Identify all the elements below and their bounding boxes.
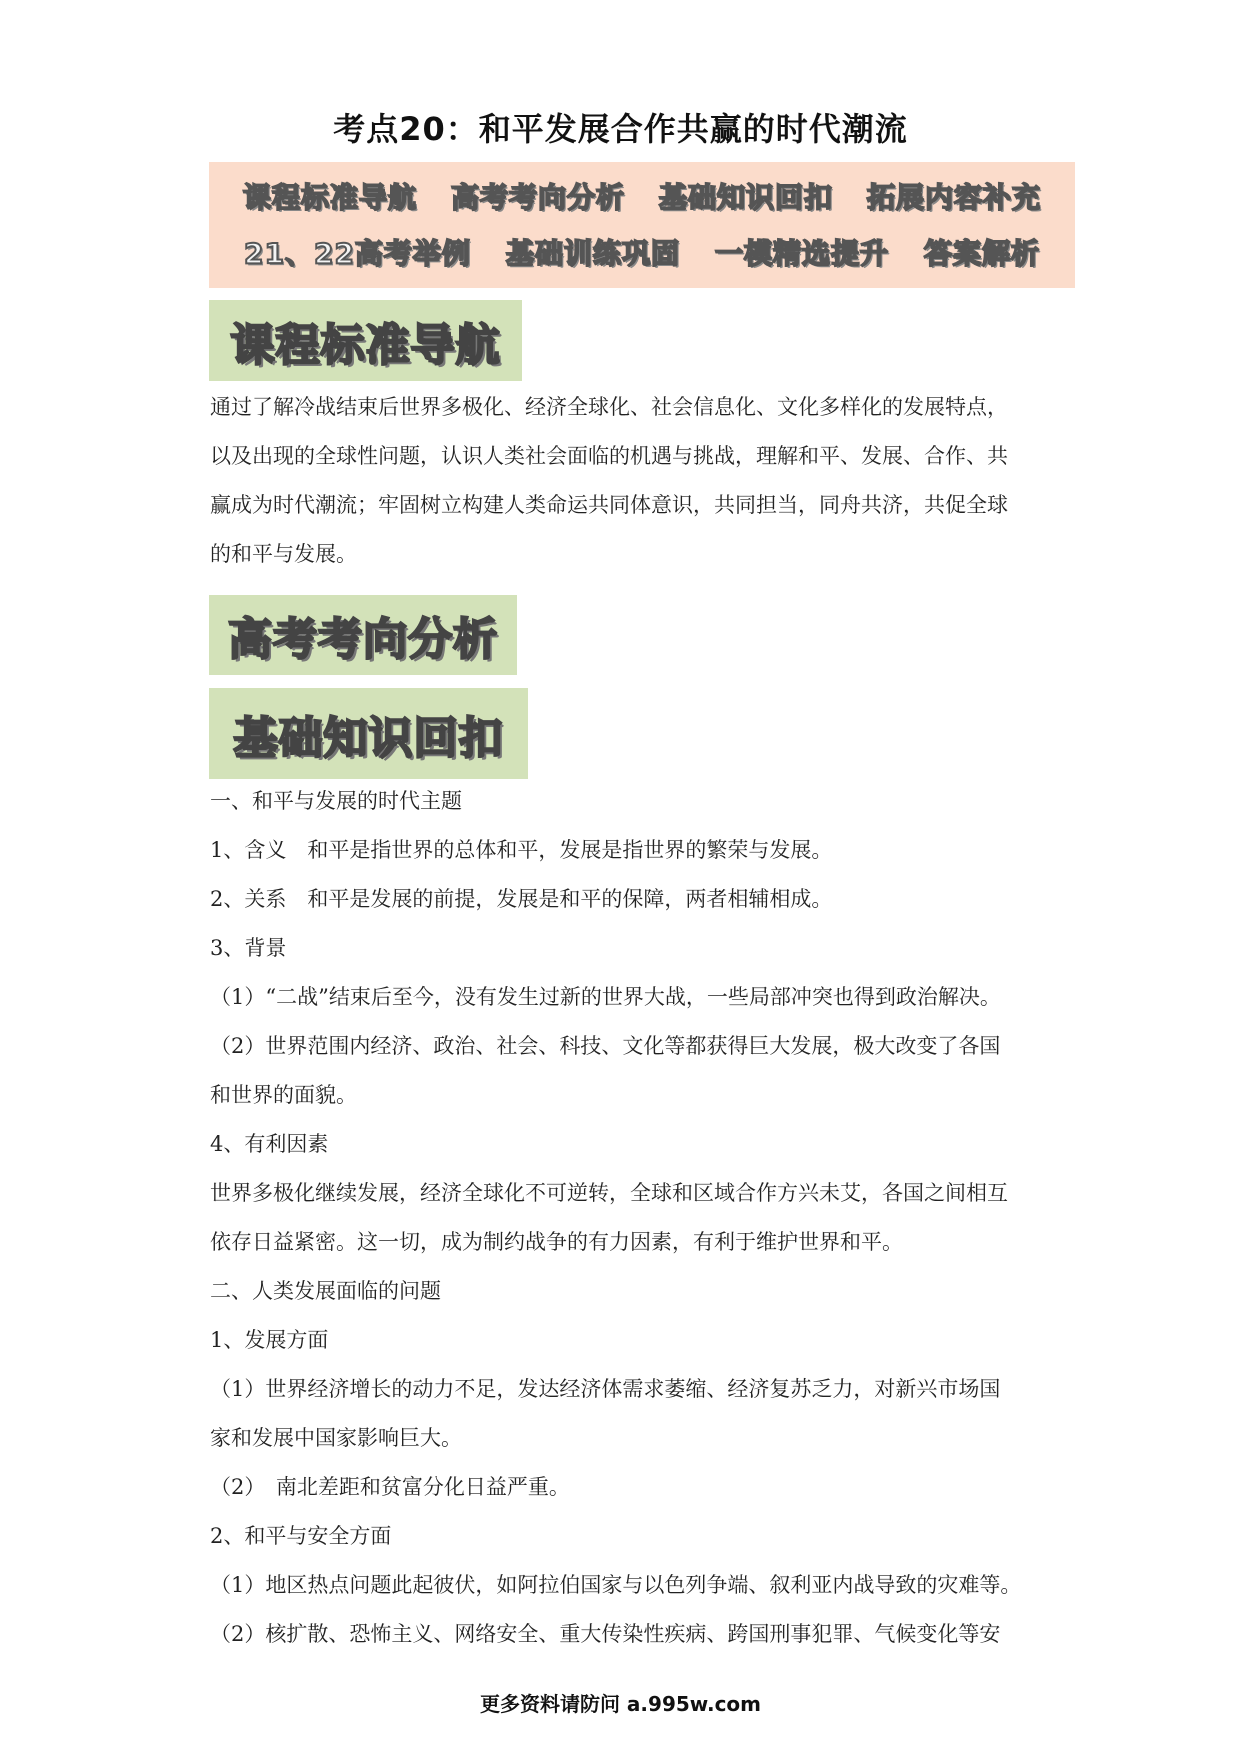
section-heading-course-standard xyxy=(209,300,522,381)
intro-line: 通过了解冷战结束后世界多极化、经济全球化、社会信息化、文化多样化的发展特点， xyxy=(210,395,1008,419)
nav-item-basic-training: 基础训练巩固 xyxy=(505,237,680,270)
section-heading-text: 课程标准导航 xyxy=(230,319,501,371)
nav-item-basic-knowledge: 基础知识回扣 xyxy=(658,181,833,214)
section-heading-text: 高考考向分析 xyxy=(228,614,498,665)
page-title: 考点20：和平发展合作共赢的时代潮流 xyxy=(333,110,908,148)
nav-item-extension: 拓展内容补充 xyxy=(866,181,1041,214)
footer-note: 更多资料请防问 a.995w.com xyxy=(479,1692,762,1716)
body-line: 2、和平与安全方面 xyxy=(210,1524,392,1548)
section-heading-text: 基础知识回扣 xyxy=(233,712,504,764)
intro-line: 以及出现的全球性问题，认识人类社会面临的机遇与挑战，理解和平、发展、合作、共 xyxy=(210,444,1008,468)
body-line: （1）“二战”结束后至今，没有发生过新的世界大战，一些局部冲突也得到政治解决。 xyxy=(210,985,1001,1009)
nav-row-1 xyxy=(209,174,1075,218)
nav-item-exam-examples: 21、22高考举例 xyxy=(244,237,471,270)
intro-line: 赢成为时代潮流；牢固树立构建人类命运共同体意识，共同担当，同舟共济，共促全球 xyxy=(210,493,1008,517)
body-line: 二、人类发展面临的问题 xyxy=(210,1279,441,1303)
body-line: （2）世界范围内经济、政治、社会、科技、文化等都获得巨大发展，极大改变了各国 xyxy=(210,1034,1001,1058)
body-line: （2） 南北差距和贫富分化日益严重。 xyxy=(210,1475,570,1499)
nav-item-mock-selection: 一模精选提升 xyxy=(714,237,889,270)
body-line: 2、关系 和平是发展的前提，发展是和平的保障，两者相辅相成。 xyxy=(210,887,833,911)
body-line: 家和发展中国家影响巨大。 xyxy=(210,1426,462,1450)
nav-item-exam-analysis: 高考考向分析 xyxy=(450,181,625,214)
section-heading-exam-analysis xyxy=(209,595,517,675)
body-line: （2）核扩散、恐怖主义、网络安全、重大传染性疾病、跨国刑事犯罪、气候变化等安 xyxy=(210,1622,1001,1646)
body-line: 一、和平与发展的时代主题 xyxy=(210,789,462,813)
navigation-panel xyxy=(209,162,1075,288)
body-line: 依存日益紧密。这一切，成为制约战争的有力因素，有利于维护世界和平。 xyxy=(210,1230,903,1254)
body-line: 1、含义 和平是指世界的总体和平，发展是指世界的繁荣与发展。 xyxy=(210,838,833,862)
section-heading-basic-knowledge xyxy=(209,688,528,779)
intro-line: 的和平与发展。 xyxy=(210,542,357,566)
body-line: 和世界的面貌。 xyxy=(210,1083,357,1107)
nav-item-course-standard: 课程标准导航 xyxy=(242,181,417,214)
nav-row-2 xyxy=(209,230,1075,274)
body-line: （1）地区热点问题此起彼伏，如阿拉伯国家与以色列争端、叙利亚内战导致的灾难等。 xyxy=(210,1573,1022,1597)
body-line: （1）世界经济增长的动力不足，发达经济体需求萎缩、经济复苏乏力，对新兴市场国 xyxy=(210,1377,1001,1401)
body-line: 4、有利因素 xyxy=(210,1132,329,1156)
body-line: 世界多极化继续发展，经济全球化不可逆转，全球和区域合作方兴未艾，各国之间相互 xyxy=(210,1181,1008,1205)
body-line: 3、背景 xyxy=(210,936,287,960)
nav-item-answers: 答案解析 xyxy=(923,237,1040,270)
body-line: 1、发展方面 xyxy=(210,1328,329,1352)
